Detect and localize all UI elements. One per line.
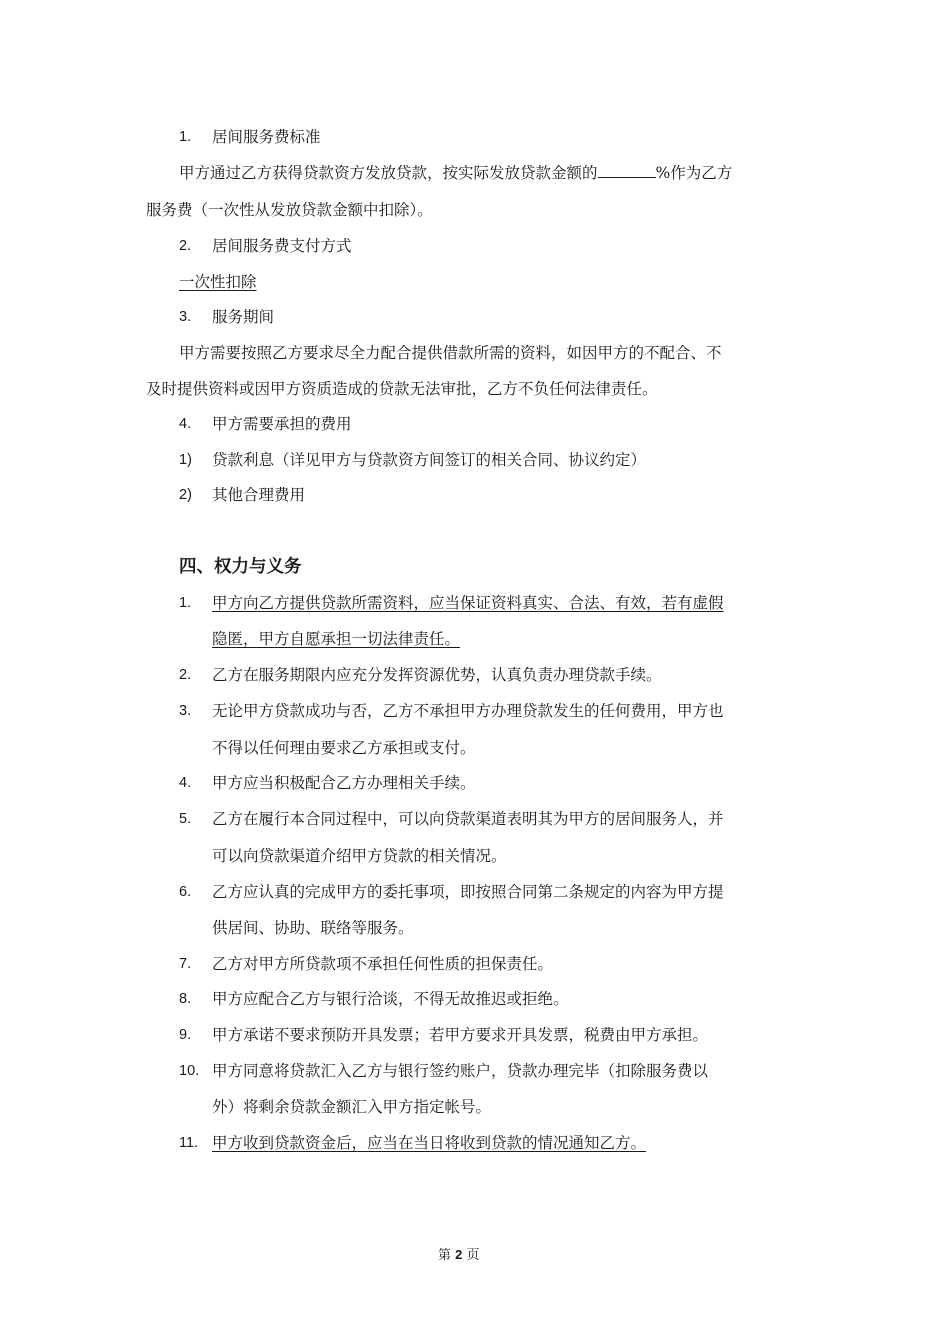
section-heading: 四、权力与义务 <box>179 557 302 577</box>
item-number: 10. <box>179 1063 200 1079</box>
item-number: 11. <box>179 1135 199 1151</box>
obligation-1-line2: 隐匿，甲方自愿承担一切法律责任。 <box>212 630 461 648</box>
obligation-11-line1: 甲方收到贷款资金后，应当在当日将收到贷款的情况通知乙方。 <box>212 1134 647 1152</box>
fee-text-pre: 甲方通过乙方获得贷款资方发放贷款，按实际发放贷款金额的 <box>179 164 598 182</box>
fee-percentage-blank <box>598 163 656 178</box>
period-paragraph-line2: 及时提供资料或因甲方资质造成的贷款无法审批，乙方不负任何法律责任。 <box>146 380 658 398</box>
item-number: 9. <box>179 1027 192 1043</box>
obligation-9-line1: 甲方承诺不要求预防开具发票；若甲方要求开具发票，税费由甲方承担。 <box>212 1026 709 1044</box>
footer-prefix: 第 <box>438 1248 452 1263</box>
obligation-10-line2: 外）将剩余贷款金额汇入甲方指定帐号。 <box>212 1098 492 1116</box>
subitem-other-costs: 其他合理费用 <box>212 486 306 504</box>
item-title-service-period: 服务期间 <box>212 308 275 326</box>
item-number: 5. <box>179 811 192 827</box>
footer-suffix: 页 <box>466 1248 480 1263</box>
subitem-number: 2) <box>179 487 192 503</box>
item-number: 6. <box>179 884 192 900</box>
obligation-4-line1: 甲方应当积极配合乙方办理相关手续。 <box>212 774 476 792</box>
obligation-1-line1: 甲方向乙方提供贷款所需资料，应当保证资料真实、合法、有效，若有虚假 <box>212 594 724 612</box>
subitem-number: 1) <box>179 452 192 468</box>
item-title-payment-method: 居间服务费支付方式 <box>212 237 352 255</box>
item-number: 7. <box>179 956 192 972</box>
page-footer <box>438 1246 480 1265</box>
obligation-5-line2: 可以向贷款渠道介绍甲方贷款的相关情况。 <box>212 847 507 865</box>
period-paragraph-line1: 甲方需要按照乙方要求尽全力配合提供借款所需的资料，如因甲方的不配合、不 <box>179 344 722 362</box>
payment-method-value: 一次性扣除 <box>179 273 257 291</box>
fee-paragraph-line1 <box>179 163 732 183</box>
item-number: 1. <box>179 129 192 145</box>
obligation-3-line1: 无论甲方贷款成功与否，乙方不承担甲方办理贷款发生的任何费用，甲方也 <box>212 702 724 720</box>
item-title-costs: 甲方需要承担的费用 <box>212 415 352 433</box>
fee-paragraph-line2: 服务费（一次性从发放贷款金额中扣除）。 <box>146 201 433 219</box>
page-number: 2 <box>455 1247 463 1262</box>
obligation-3-line2: 不得以任何理由要求乙方承担或支付。 <box>212 739 476 757</box>
obligation-5-line1: 乙方在履行本合同过程中，可以向贷款渠道表明其为甲方的居间服务人，并 <box>212 810 724 828</box>
item-number: 3. <box>179 703 192 719</box>
obligation-7-line1: 乙方对甲方所贷款项不承担任何性质的担保责任。 <box>212 955 554 973</box>
item-number: 4. <box>179 416 192 432</box>
item-number: 2. <box>179 667 192 683</box>
obligation-6-line2: 供居间、协助、联络等服务。 <box>212 919 414 937</box>
item-number: 4. <box>179 775 192 791</box>
item-number: 1. <box>179 595 192 611</box>
obligation-10-line1: 甲方同意将贷款汇入乙方与银行签约账户，贷款办理完毕（扣除服务费以 <box>212 1062 709 1080</box>
fee-text-post: %作为乙方 <box>655 164 733 182</box>
item-number: 3. <box>179 309 192 325</box>
obligation-6-line1: 乙方应认真的完成甲方的委托事项，即按照合同第二条规定的内容为甲方提 <box>212 883 724 901</box>
item-number: 2. <box>179 238 192 254</box>
obligation-8-line1: 甲方应配合乙方与银行洽谈，不得无故推迟或拒绝。 <box>212 990 569 1008</box>
item-number: 8. <box>179 991 192 1007</box>
obligation-2-line1: 乙方在服务期限内应充分发挥资源优势，认真负责办理贷款手续。 <box>212 666 662 684</box>
item-title-fee-standard: 居间服务费标准 <box>212 128 321 146</box>
subitem-loan-interest: 贷款利息（详见甲方与贷款资方间签订的相关合同、协议约定） <box>212 451 647 469</box>
